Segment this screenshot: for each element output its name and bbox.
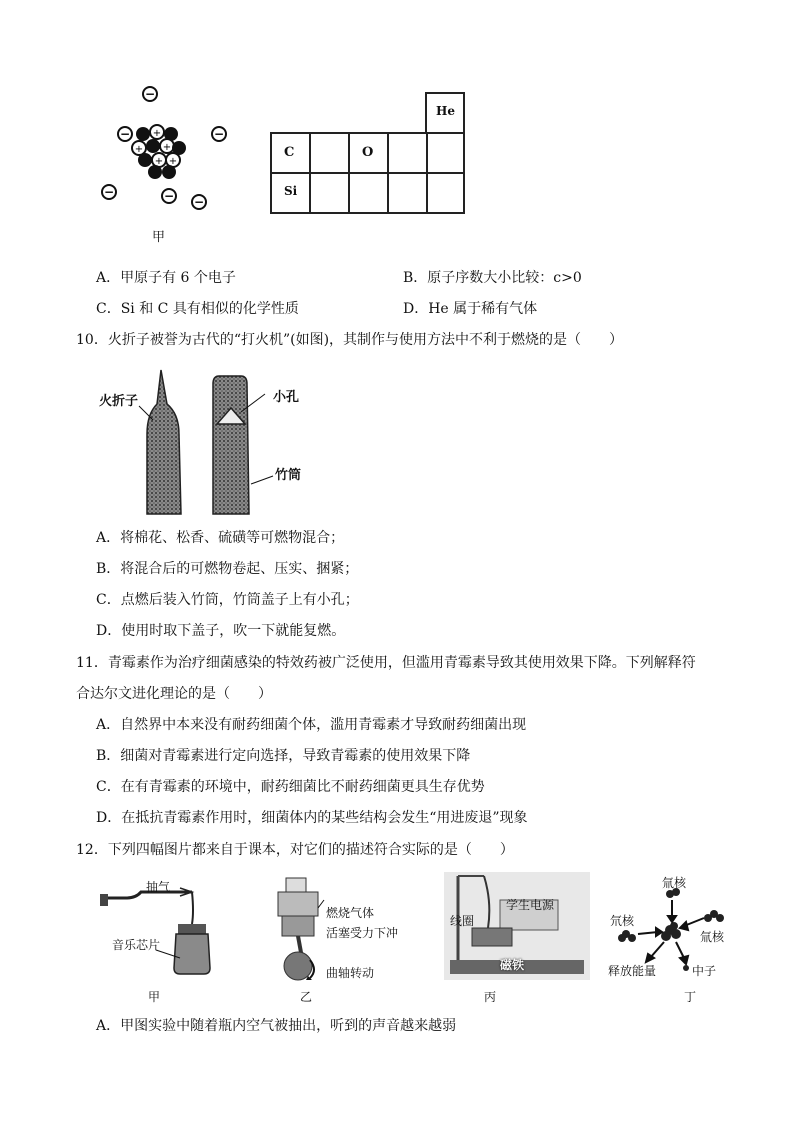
- q11-option-c: C．在有青霉素的环境中，耐药细菌比不耐药细菌更具生存优势: [96, 779, 485, 795]
- bing-label-magnet: 磁铁: [500, 958, 525, 972]
- q10-option-a: A．将棉花、松香、硫磺等可燃物混合；: [96, 530, 345, 546]
- svg-text:+: +: [152, 128, 162, 139]
- label-zhutong: 竹筒: [275, 468, 302, 483]
- svg-text:−: −: [144, 87, 156, 101]
- bing-caption: 丙: [484, 990, 497, 1004]
- q10-option-d: D．使用时取下盖子，吹一下就能复燃。: [96, 623, 346, 639]
- svg-text:+: +: [134, 144, 144, 155]
- svg-text:+: +: [154, 156, 164, 167]
- q12-option-a: A．甲图实验中随着瓶内空气被抽出，听到的声音越来越弱: [96, 1018, 457, 1034]
- q10-stem: 10．火折子被誉为古代的“打火机”(如图)，其制作与使用方法中不利于燃烧的是（ ）: [76, 332, 624, 348]
- periodic-table-fragment: [270, 92, 466, 216]
- cell-he: He: [436, 104, 455, 118]
- yi-label-piston: 活塞受力下冲: [326, 926, 399, 940]
- yi-label-gas: 燃烧气体: [326, 906, 375, 920]
- q11-option-a: A．自然界中本来没有耐药细菌个体，滥用青霉素才导致耐药细菌出现: [96, 717, 527, 733]
- svg-text:−: −: [193, 195, 205, 209]
- q12-stem: 12．下列四幅图片都来自于课本，对它们的描述符合实际的是（ ）: [76, 842, 514, 858]
- svg-text:+: +: [162, 142, 172, 153]
- q9-option-d: D．He 属于稀有气体: [403, 301, 538, 317]
- cell-o: O: [362, 145, 374, 160]
- ding-label-energy: 释放能量: [608, 964, 657, 978]
- svg-text:+: +: [168, 156, 178, 167]
- svg-text:−: −: [119, 127, 131, 141]
- q10-option-b: B．将混合后的可燃物卷起、压实、捆紧；: [96, 561, 359, 577]
- q9-option-a: A．甲原子有 6 个电子: [96, 270, 236, 286]
- ding-caption: 丁: [684, 990, 697, 1004]
- svg-text:−: −: [103, 185, 115, 199]
- q11-stem-line2: 合达尔文进化理论的是（ ）: [76, 686, 272, 702]
- fig-ding: [604, 872, 736, 1004]
- ding-label-1: 氚核: [662, 876, 687, 890]
- yi-caption: 乙: [300, 990, 313, 1004]
- atom-caption: 甲: [152, 230, 166, 245]
- jia-label-chouqi: 抽气: [146, 880, 171, 894]
- svg-text:−: −: [163, 189, 175, 203]
- svg-text:−: −: [213, 127, 225, 141]
- q11-stem-line1: 11．青霉素作为治疗细菌感染的特效药被广泛使用，但滥用青霉素导致其使用效果下降。下列解释符: [76, 655, 696, 671]
- q11-option-d: D．在抵抗青霉素作用时，细菌体内的某些结构会发生“用进废退”现象: [96, 810, 528, 826]
- yi-label-crank: 曲轴转动: [326, 966, 375, 980]
- bing-label-coil: 线圈: [450, 914, 475, 928]
- cell-si: Si: [284, 184, 298, 198]
- fig-jia: [96, 872, 226, 1004]
- nucleus: [132, 125, 186, 179]
- jia-caption: 甲: [148, 990, 161, 1004]
- fig-bing: [444, 872, 590, 1004]
- bing-label-power: 学生电源: [506, 898, 555, 912]
- q11-option-b: B．细菌对青霉素进行定向选择，导致青霉素的使用效果下降: [96, 748, 471, 764]
- ding-label-2: 氘核: [610, 914, 635, 928]
- jia-label-chip: 音乐芯片: [112, 938, 161, 952]
- fire-starter-figure: [95, 364, 310, 516]
- label-xiaokong: 小孔: [273, 390, 300, 405]
- ding-label-neutron: 中子: [692, 964, 717, 978]
- q9-option-c: C．Si 和 C 具有相似的化学性质: [96, 301, 299, 317]
- q12-figure-strip: [96, 872, 736, 1004]
- cell-c: C: [284, 145, 295, 160]
- atom-model-figure: [95, 82, 245, 252]
- ding-label-3: 氚核: [700, 930, 725, 944]
- label-huozhezi: 火折子: [99, 394, 139, 409]
- q10-option-c: C．点燃后装入竹筒，竹筒盖子上有小孔；: [96, 592, 359, 608]
- fig-yi: [272, 872, 422, 1004]
- q9-option-b: B．原子序数大小比较：c>0: [403, 270, 582, 286]
